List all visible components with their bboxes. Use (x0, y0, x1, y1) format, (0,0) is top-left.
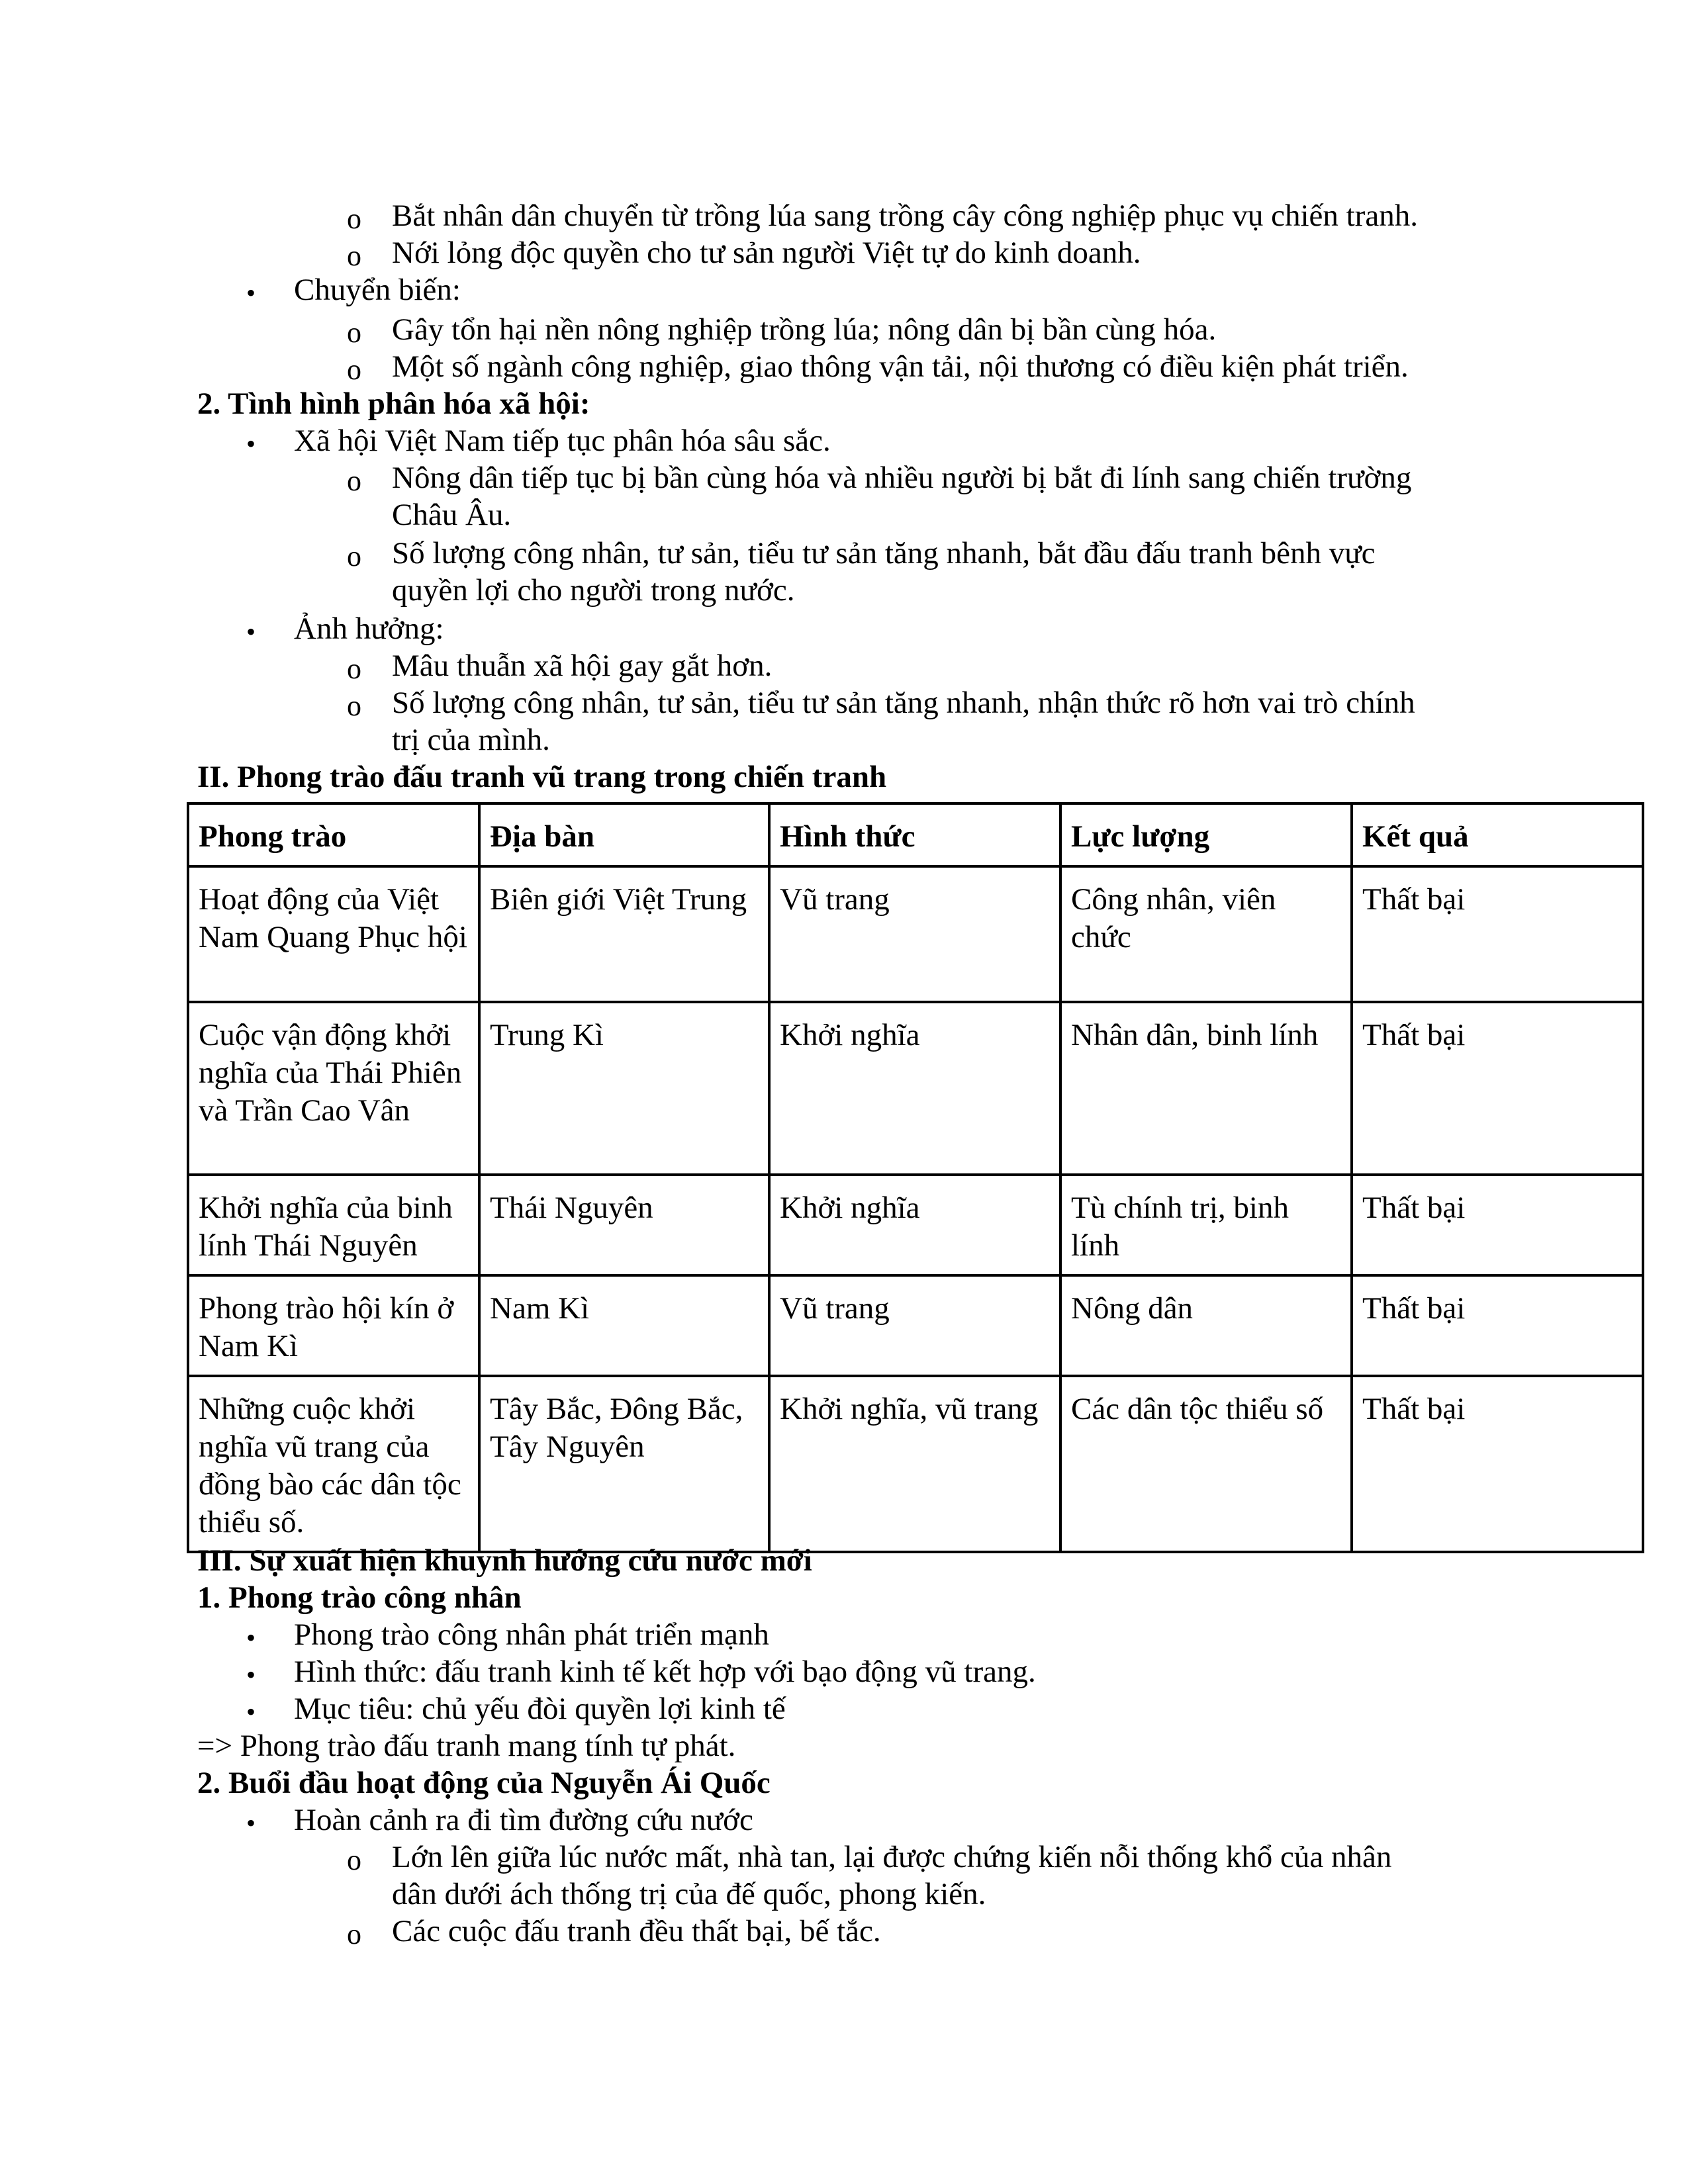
disc-bullet-icon: • (246, 1697, 256, 1727)
table-cell: Phong trào hội kín ở Nam Kì (188, 1275, 479, 1376)
list-item: Mâu thuẫn xã hội gay gắt hơn. (392, 649, 773, 683)
section-heading: II. Phong trào đấu tranh vũ trang trong chiến tranh (197, 760, 887, 794)
table-cell: Khởi nghĩa của binh lính Thái Nguyên (188, 1175, 479, 1275)
column-header: Kết quả (1352, 803, 1643, 866)
table-cell: Thất bại (1352, 1376, 1643, 1552)
disc-bullet-icon: • (246, 1808, 256, 1838)
table-row (188, 1376, 1643, 1552)
movements-table (187, 802, 1644, 1553)
list-item-continuation: quyền lợi cho người trong nước. (392, 573, 795, 608)
column-header: Phong trào (188, 803, 479, 866)
list-item: Mục tiêu: chủ yếu đòi quyền lợi kinh tế (294, 1692, 786, 1726)
table-cell: Thất bại (1352, 1175, 1643, 1275)
list-item-continuation: trị của mình. (392, 723, 550, 757)
circle-bullet-icon: o (347, 203, 361, 235)
list-item: Gây tổn hại nền nông nghiệp trồng lúa; nông dân bị bần cùng hóa. (392, 312, 1217, 347)
section-heading: 2. Tình hình phân hóa xã hội: (197, 387, 590, 421)
circle-bullet-icon: o (347, 240, 361, 272)
list-item-continuation: Châu Âu. (392, 498, 512, 532)
circle-bullet-icon: o (347, 465, 361, 497)
table-cell: Vũ trang (769, 866, 1060, 1002)
table-cell: Thất bại (1352, 1275, 1643, 1376)
list-item-continuation: dân dưới ách thống trị của đế quốc, phong kiến. (392, 1877, 986, 1911)
disc-bullet-icon: • (246, 429, 256, 459)
circle-bullet-icon: o (347, 540, 361, 572)
column-header: Lực lượng (1060, 803, 1352, 866)
table-header-row (188, 803, 1643, 866)
list-item: Các cuộc đấu tranh đều thất bại, bế tắc. (392, 1914, 881, 1948)
circle-bullet-icon: o (347, 1918, 361, 1950)
subsection-heading: 2. Buổi đầu hoạt động của Nguyễn Ái Quốc (197, 1766, 771, 1800)
subsection-heading: 1. Phong trào công nhân (197, 1580, 522, 1615)
table-cell: Hoạt động của Việt Nam Quang Phục hội (188, 866, 479, 1002)
table-cell: Vũ trang (769, 1275, 1060, 1376)
circle-bullet-icon: o (347, 653, 361, 685)
list-item: Lớn lên giữa lúc nước mất, nhà tan, lại được chứng kiến nỗi thống khổ của nhân (392, 1840, 1392, 1874)
conclusion-text: => Phong trào đấu tranh mang tính tự phát. (197, 1729, 736, 1763)
list-item: Phong trào công nhân phát triển mạnh (294, 1617, 769, 1652)
table-cell: Thất bại (1352, 866, 1643, 1002)
list-item: Chuyển biến: (294, 273, 461, 307)
list-item: Một số ngành công nghiệp, giao thông vận tải, nội thương có điều kiện phát triển. (392, 349, 1409, 384)
table-cell: Thái Nguyên (479, 1175, 769, 1275)
disc-bullet-icon: • (246, 617, 256, 647)
circle-bullet-icon: o (347, 316, 361, 349)
table-cell: Cuộc vận động khởi nghĩa của Thái Phiên và Trần Cao Vân (188, 1002, 479, 1175)
table-cell: Nhân dân, binh lính (1060, 1002, 1352, 1175)
table-row (188, 1275, 1643, 1376)
disc-bullet-icon: • (246, 278, 256, 308)
disc-bullet-icon: • (246, 1660, 256, 1690)
table-cell: Khởi nghĩa (769, 1002, 1060, 1175)
table-cell: Công nhân, viên chức (1060, 866, 1352, 1002)
column-header: Hình thức (769, 803, 1060, 866)
table-cell: Biên giới Việt Trung (479, 866, 769, 1002)
list-item: Số lượng công nhân, tư sản, tiểu tư sản tăng nhanh, bắt đầu đấu tranh bênh vực (392, 536, 1376, 570)
list-item: Nông dân tiếp tục bị bần cùng hóa và nhiều người bị bắt đi lính sang chiến trường (392, 461, 1412, 495)
table-cell: Khởi nghĩa, vũ trang (769, 1376, 1060, 1552)
table-cell: Khởi nghĩa (769, 1175, 1060, 1275)
table-row (188, 866, 1643, 1002)
table-cell: Thất bại (1352, 1002, 1643, 1175)
circle-bullet-icon: o (347, 353, 361, 386)
circle-bullet-icon: o (347, 690, 361, 722)
list-item: Số lượng công nhân, tư sản, tiểu tư sản tăng nhanh, nhận thức rõ hơn vai trò chính (392, 686, 1415, 720)
table-row (188, 1175, 1643, 1275)
table-row (188, 1002, 1643, 1175)
column-header: Địa bàn (479, 803, 769, 866)
table-cell: Các dân tộc thiểu số (1060, 1376, 1352, 1552)
table-cell: Những cuộc khởi nghĩa vũ trang của đồng bào các dân tộc thiểu số. (188, 1376, 479, 1552)
table-cell: Nam Kì (479, 1275, 769, 1376)
list-item: Hoàn cảnh ra đi tìm đường cứu nước (294, 1803, 753, 1837)
list-item: Ảnh hưởng: (294, 612, 444, 646)
section-heading: III. Sự xuất hiện khuynh hướng cứu nước mới (197, 1543, 812, 1578)
circle-bullet-icon: o (347, 1844, 361, 1876)
list-item: Nới lỏng độc quyền cho tư sản người Việt tự do kinh doanh. (392, 236, 1141, 270)
table-cell: Trung Kì (479, 1002, 769, 1175)
list-item: Xã hội Việt Nam tiếp tục phân hóa sâu sắc. (294, 424, 831, 458)
table-cell: Tù chính trị, binh lính (1060, 1175, 1352, 1275)
table-cell: Nông dân (1060, 1275, 1352, 1376)
disc-bullet-icon: • (246, 1623, 256, 1653)
list-item: Hình thức: đấu tranh kinh tế kết hợp với bạo động vũ trang. (294, 1655, 1036, 1689)
list-item: Bắt nhân dân chuyển từ trồng lúa sang trồng cây công nghiệp phục vụ chiến tranh. (392, 199, 1418, 233)
table-cell: Tây Bắc, Đông Bắc, Tây Nguyên (479, 1376, 769, 1552)
